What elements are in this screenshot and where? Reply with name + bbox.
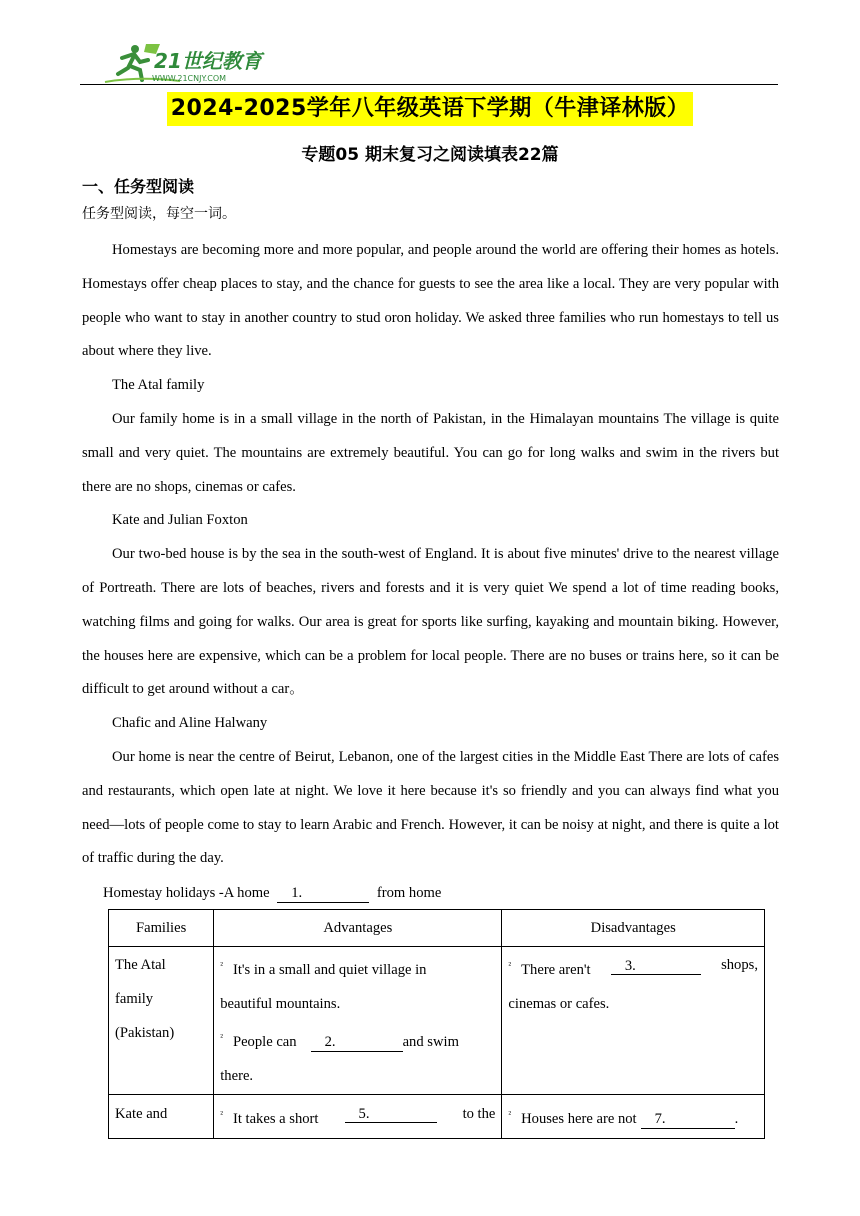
section-heading: 一、任务型阅读	[82, 177, 195, 196]
adv-text: It's in a small and quiet village in	[232, 961, 427, 978]
family2-text: Our two-bed house is by the sea in the south-west of England. It is about five minutes' drive to the nearest village of Portreath. There are lots of beaches, rivers and forests and it is very quiet We spend a lot of time reading books, watching films and going for walks. Our area is great for sports like surfing, kayaking and mountain biking. However, the houses here are expensive, which can be a problem for local people. There are no buses or trains here, so it can be difficult to get around without a car。	[82, 546, 779, 698]
blank-7[interactable]: 7.	[641, 1110, 735, 1129]
advantages-cell	[214, 947, 502, 1095]
family-line: family	[115, 990, 154, 1007]
blank-3[interactable]: 3.	[611, 957, 701, 975]
blank-2[interactable]: 2.	[311, 1033, 403, 1052]
bullet-icon: ²	[508, 960, 512, 970]
adv-line: beautiful mountains.	[220, 995, 341, 1012]
table-header-row	[109, 910, 765, 947]
family1-text: Our family home is in a small village in the north of Pakistan, in the Himalayan mountains The village is quite small and very quiet. The mountains are extremely beautiful. You can go for long walks and swim in the rivers but there are no shops, cinemas or cafes.	[82, 410, 779, 495]
header-advantages: Advantages	[214, 910, 502, 947]
family-line: The Atal	[115, 957, 166, 973]
instruction: 任务型阅读，每空一词。	[82, 206, 236, 222]
bullet-icon: ²	[508, 1108, 512, 1119]
family1-name: The Atal family	[112, 377, 205, 394]
advantages-cell	[214, 1094, 502, 1138]
logo-url: WWW.21CNJY.COM	[152, 74, 227, 83]
header-disadvantages: Disadvantages	[502, 910, 765, 947]
passage	[82, 234, 779, 876]
table-row	[109, 947, 765, 1095]
adv-text: It takes a short	[232, 1110, 319, 1127]
homestay-table	[108, 909, 765, 1139]
family-cell	[109, 947, 214, 1095]
disadvantages-cell	[502, 1094, 765, 1138]
title-wrap	[0, 92, 860, 126]
sub-title: 专题05 期末复习之阅读填表22篇	[301, 145, 559, 165]
family2-name: Kate and Julian Foxton	[112, 512, 248, 529]
adv-text: and swim	[402, 1034, 459, 1051]
caption-after: from home	[376, 885, 442, 901]
dis-text: There aren't	[521, 961, 591, 978]
table-row	[109, 1094, 765, 1138]
family3-name: Chafic and Aline Halwany	[112, 715, 268, 732]
dis-text: shops,	[721, 957, 758, 973]
dis-text: .	[734, 1110, 739, 1127]
bullet-icon: ²	[220, 1032, 223, 1043]
logo	[100, 40, 270, 86]
family-cell: Kate and	[109, 1094, 214, 1138]
blank-1[interactable]: 1.	[277, 884, 369, 903]
header-families: Families	[109, 910, 214, 947]
bullet-icon: ²	[220, 960, 223, 970]
bullet-icon: ²	[220, 1108, 223, 1119]
header-rule	[80, 84, 778, 85]
caption-before: Homestay holidays -A home	[103, 885, 270, 901]
dis-line	[508, 1095, 758, 1138]
adv-text: People can	[232, 1034, 297, 1051]
logo-text: 21世纪教育	[154, 49, 262, 73]
adv-line	[220, 1095, 495, 1138]
dis-line	[508, 949, 758, 988]
passage-intro: Homestays are becoming more and more popular, and people around the world are offering their homes as hotels. Homestays offer cheap places to stay, and the chance for guests to see the area like a local. They are very popular with people who want to stay in another country to stud oron holiday. We asked three families who run homestays to tell us about where they live.	[82, 242, 779, 360]
blank-5[interactable]: 5.	[345, 1105, 437, 1123]
family-line: (Pakistan)	[115, 1024, 175, 1041]
dis-text: Houses here are not	[521, 1110, 637, 1127]
adv-line	[220, 1021, 495, 1060]
disadvantages-cell	[502, 947, 765, 1095]
table-caption	[103, 879, 441, 907]
adv-line: there.	[220, 1068, 254, 1085]
adv-line	[220, 949, 495, 988]
main-title: 2024-2025学年八年级英语下学期（牛津译林版）	[167, 92, 694, 126]
runner-logo-icon	[100, 40, 270, 86]
dis-line: cinemas or cafes.	[508, 995, 610, 1012]
adv-text: to the	[462, 1105, 496, 1122]
family3-text: Our home is near the centre of Beirut, Lebanon, one of the largest cities in the Middle East There are lots of cafes and restaurants, which open late at night. We love it here because it's so friendly and you can always find what you need—lots of people come to stay to learn Arabic and French. However, it can be noisy at night, and there is quite a lot of traffic during the day.	[82, 748, 779, 867]
